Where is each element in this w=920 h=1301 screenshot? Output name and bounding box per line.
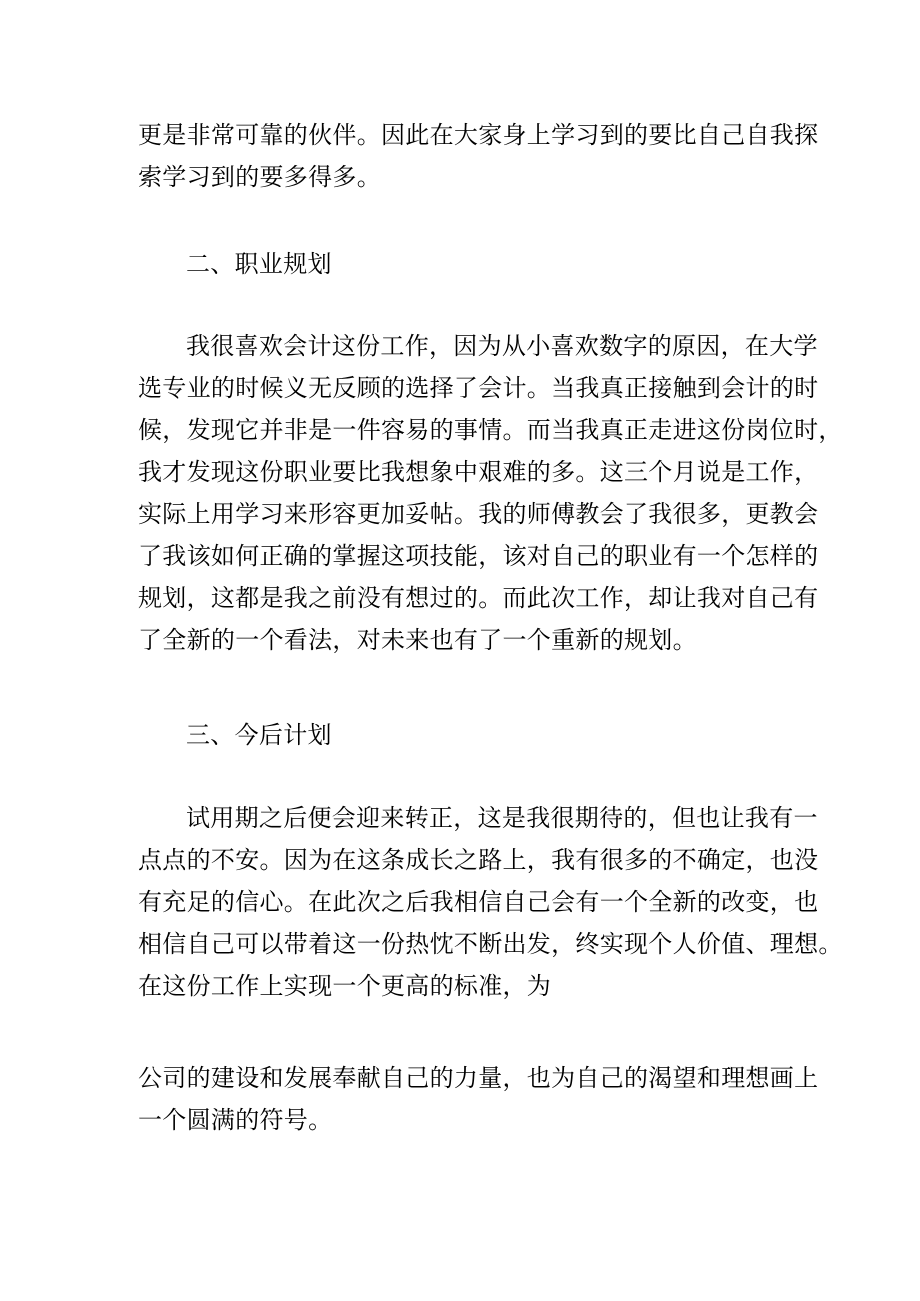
text-line: 公司的建设和发展奉献自己的力量，也为自己的渴望和理想画上 — [138, 1064, 819, 1092]
text-line: 了全新的一个看法，对未来也有了一个重新的规划。 — [138, 626, 697, 654]
text-line: 候，发现它并非是一件容易的事情。而当我真正走进这份岗位时， — [138, 416, 843, 444]
section-heading-plan — [138, 714, 788, 756]
text-line: 在这份工作上实现一个更高的标准，为 — [138, 972, 552, 1000]
heading-text: 二、职业规划 — [186, 250, 332, 278]
text-line: 规划，这都是我之前没有想过的。而此次工作，却让我对自己有 — [138, 584, 819, 612]
text-line: 选专业的时候义无反顾的选择了会计。当我真正接触到会计的时 — [138, 374, 819, 402]
text-line: 索学习到的要多得多。 — [138, 163, 381, 191]
text-line: 试用期之后便会迎来转正，这是我很期待的，但也让我有一 — [186, 804, 818, 832]
text-line: 相信自己可以带着这一份热忱不断出发，终实现个人价值、理想。 — [138, 930, 843, 958]
heading-text: 三、今后计划 — [186, 721, 332, 749]
text-line: 我很喜欢会计这份工作，因为从小喜欢数字的原因，在大学 — [186, 332, 818, 360]
paragraph-career — [138, 325, 843, 661]
paragraph-intro-end — [138, 114, 819, 198]
text-line: 更是非常可靠的伙伴。因此在大家身上学习到的要比自己自我探 — [138, 121, 819, 149]
text-line: 有充足的信心。在此次之后我相信自己会有一个全新的改变，也 — [138, 888, 819, 916]
text-line: 我才发现这份职业要比我想象中艰难的多。这三个月说是工作， — [138, 458, 819, 486]
text-line: 点点的不安。因为在这条成长之路上，我有很多的不确定，也没 — [138, 846, 819, 874]
text-line: 一个圆满的符号。 — [138, 1106, 333, 1134]
section-heading-career — [138, 243, 788, 285]
paragraph-closing — [138, 1057, 819, 1141]
paragraph-plan — [138, 797, 843, 1007]
text-line: 了我该如何正确的掌握这项技能，该对自己的职业有一个怎样的 — [138, 542, 819, 570]
text-line: 实际上用学习来形容更加妥帖。我的师傅教会了我很多，更教会 — [138, 500, 819, 528]
